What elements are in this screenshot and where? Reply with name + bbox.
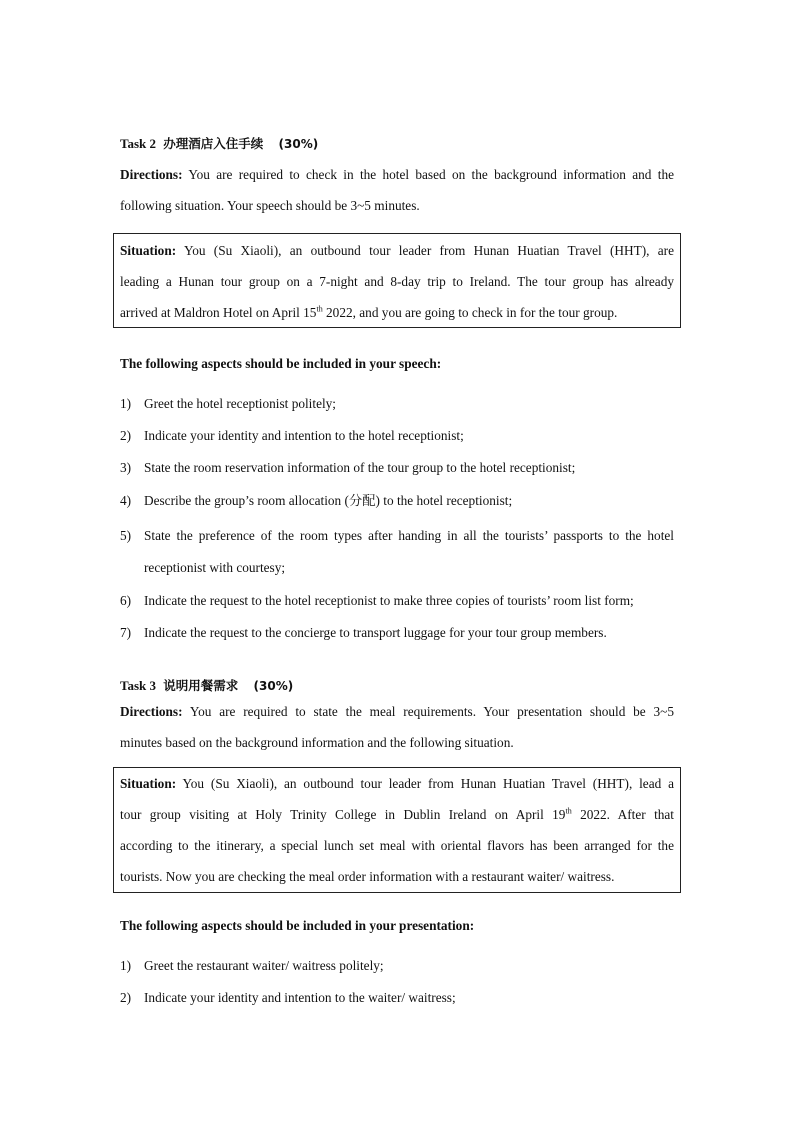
task3-situation-sup: th: [565, 806, 572, 816]
task3-situation-text2b: 2022. After that: [571, 807, 675, 822]
task2-situation-text3b: 2022, and you are going to check in for the tour group.: [322, 305, 618, 320]
task3-situation-line2: [120, 807, 674, 823]
task3-situation-line3: according to the itinerary, a special lunch set meal with oriental flavors has been arranged for the: [120, 838, 674, 853]
list-text: State the room reservation information of the tour group to the hotel receptionist;: [144, 460, 576, 475]
task3-heading: [120, 678, 674, 694]
task2-situation-sup: th: [316, 304, 323, 314]
task2-directions-text1: You are required to check in the hotel based on the background information and the: [188, 167, 674, 182]
list-number: 3): [120, 460, 132, 475]
list-number: 2): [120, 990, 132, 1005]
list-number: 1): [120, 396, 132, 411]
task2-weight: (30%): [278, 137, 319, 151]
task3-directions-line1: [120, 704, 674, 720]
task2-situation-text3a: arrived at Maldron Hotel on April 15: [120, 305, 317, 320]
task3-situation-line4: tourists. Now you are checking the meal order information with a restaurant waiter/ waitress.: [120, 869, 615, 884]
list-text: Indicate your identity and intention to the waiter/ waitress;: [144, 990, 456, 1005]
list-number: 1): [120, 958, 132, 973]
task2-situation-label: Situation:: [120, 243, 177, 258]
list-number: 7): [120, 625, 132, 640]
task3-title: 说明用餐需求: [163, 678, 239, 693]
list-number: 6): [120, 593, 132, 608]
task3-label: Task 3: [120, 678, 157, 693]
task2-directions-label: Directions:: [120, 167, 183, 182]
list-text: Indicate the request to the concierge to transport luggage for your tour group members.: [144, 625, 607, 640]
list-text-continued: receptionist with courtesy;: [144, 560, 286, 575]
task3-aspects-heading: The following aspects should be included in your presentation:: [120, 918, 475, 933]
list-text: Indicate your identity and intention to the hotel receptionist;: [144, 428, 464, 443]
list-number: 4): [120, 493, 132, 508]
task3-situation-label: Situation:: [120, 776, 177, 791]
task2-label: Task 2: [120, 136, 157, 151]
task2-situation-line3: [120, 305, 674, 321]
task2-aspects-heading: The following aspects should be included in your speech:: [120, 356, 442, 371]
list-text: State the preference of the room types after handing in all the tourists’ passports to the hotel: [144, 528, 674, 543]
task3-situation-line1: [120, 776, 674, 792]
task3-directions-text1: You are required to state the meal requirements. Your presentation should be 3~5: [189, 704, 674, 719]
task3-weight: (30%): [253, 679, 294, 693]
task2-directions-line2: following situation. Your speech should be 3~5 minutes.: [120, 198, 420, 213]
list-number: 2): [120, 428, 132, 443]
task3-situation-text1: You (Su Xiaoli), an outbound tour leader from Hunan Huatian Travel (HHT), lead a: [182, 776, 674, 791]
task2-situation-line2: leading a Hunan tour group on a 7-night and 8-day trip to Ireland. The tour group has already: [120, 274, 674, 289]
list-text: Describe the group’s room allocation (分配) to the hotel receptionist;: [144, 493, 513, 508]
list-text: Indicate the request to the hotel receptionist to make three copies of tourists’ room list form;: [144, 593, 634, 608]
task2-situation-text1: You (Su Xiaoli), an outbound tour leader from Hunan Huatian Travel (HHT), are: [183, 243, 674, 258]
list-text: Greet the hotel receptionist politely;: [144, 396, 337, 411]
list-text: Greet the restaurant waiter/ waitress politely;: [144, 958, 384, 973]
list-number: 5): [120, 528, 132, 543]
task2-title: 办理酒店入住手续: [163, 136, 264, 151]
task3-directions-line2: minutes based on the background information and the following situation.: [120, 735, 514, 750]
task2-situation-line1: [120, 243, 674, 259]
task3-situation-text2a: tour group visiting at Holy Trinity College in Dublin Ireland on April 19: [120, 807, 566, 822]
task2-directions-line1: [120, 167, 674, 183]
task3-directions-label: Directions:: [120, 704, 183, 719]
task2-heading: [120, 136, 674, 152]
